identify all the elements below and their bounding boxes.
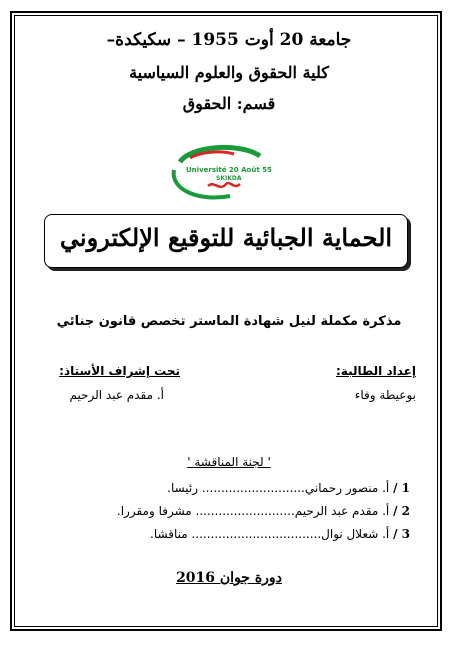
jury-member — [150, 527, 410, 541]
thesis-title-box — [44, 214, 408, 268]
logo-text-line2: SKIKDA — [216, 175, 242, 182]
jury-member-number: 3 / — [393, 527, 410, 541]
prepared-by-label: إعداد الطالبة: — [336, 364, 416, 378]
jury-member-text: أ. مقدم عبد الرحيم.......................... مشرفا ومقررا. — [116, 504, 390, 518]
university-name: جامعة 20 أوت 1955 – سكيكدة– — [106, 30, 352, 50]
supervisor-label: تحت إشراف الأستاذ: — [59, 364, 180, 378]
jury-member — [167, 481, 410, 495]
logo-text-line1: Université 20 Août 55 — [186, 166, 272, 174]
student-name: بوعيطة وفاء — [354, 388, 416, 402]
faculty-name: كلية الحقوق والعلوم السياسية — [129, 63, 329, 82]
university-logo-icon — [160, 140, 272, 204]
supervisor-name: أ. مقدم عبد الرحيم — [69, 388, 164, 402]
jury-member-text: أ. منصور رحماني........................... رئيسا. — [167, 481, 390, 495]
thesis-title: الحماية الجبائية للتوقيع الإلكتروني — [59, 223, 393, 252]
jury-member-number: 2 / — [393, 504, 410, 518]
jury-member-text: أ. شعلال نوال.................................. مناقشا. — [150, 527, 390, 541]
session-date: دورة جوان 2016 — [176, 570, 282, 586]
jury-member — [117, 504, 410, 518]
department-name: قسم: الحقوق — [182, 94, 276, 113]
jury-title: ' لجنة المناقشة ' — [187, 455, 271, 469]
jury-member-number: 1 / — [393, 481, 410, 495]
thesis-subtitle: مذكرة مكملة لنيل شهادة الماستر تخصص قانون جنائي — [56, 314, 402, 329]
